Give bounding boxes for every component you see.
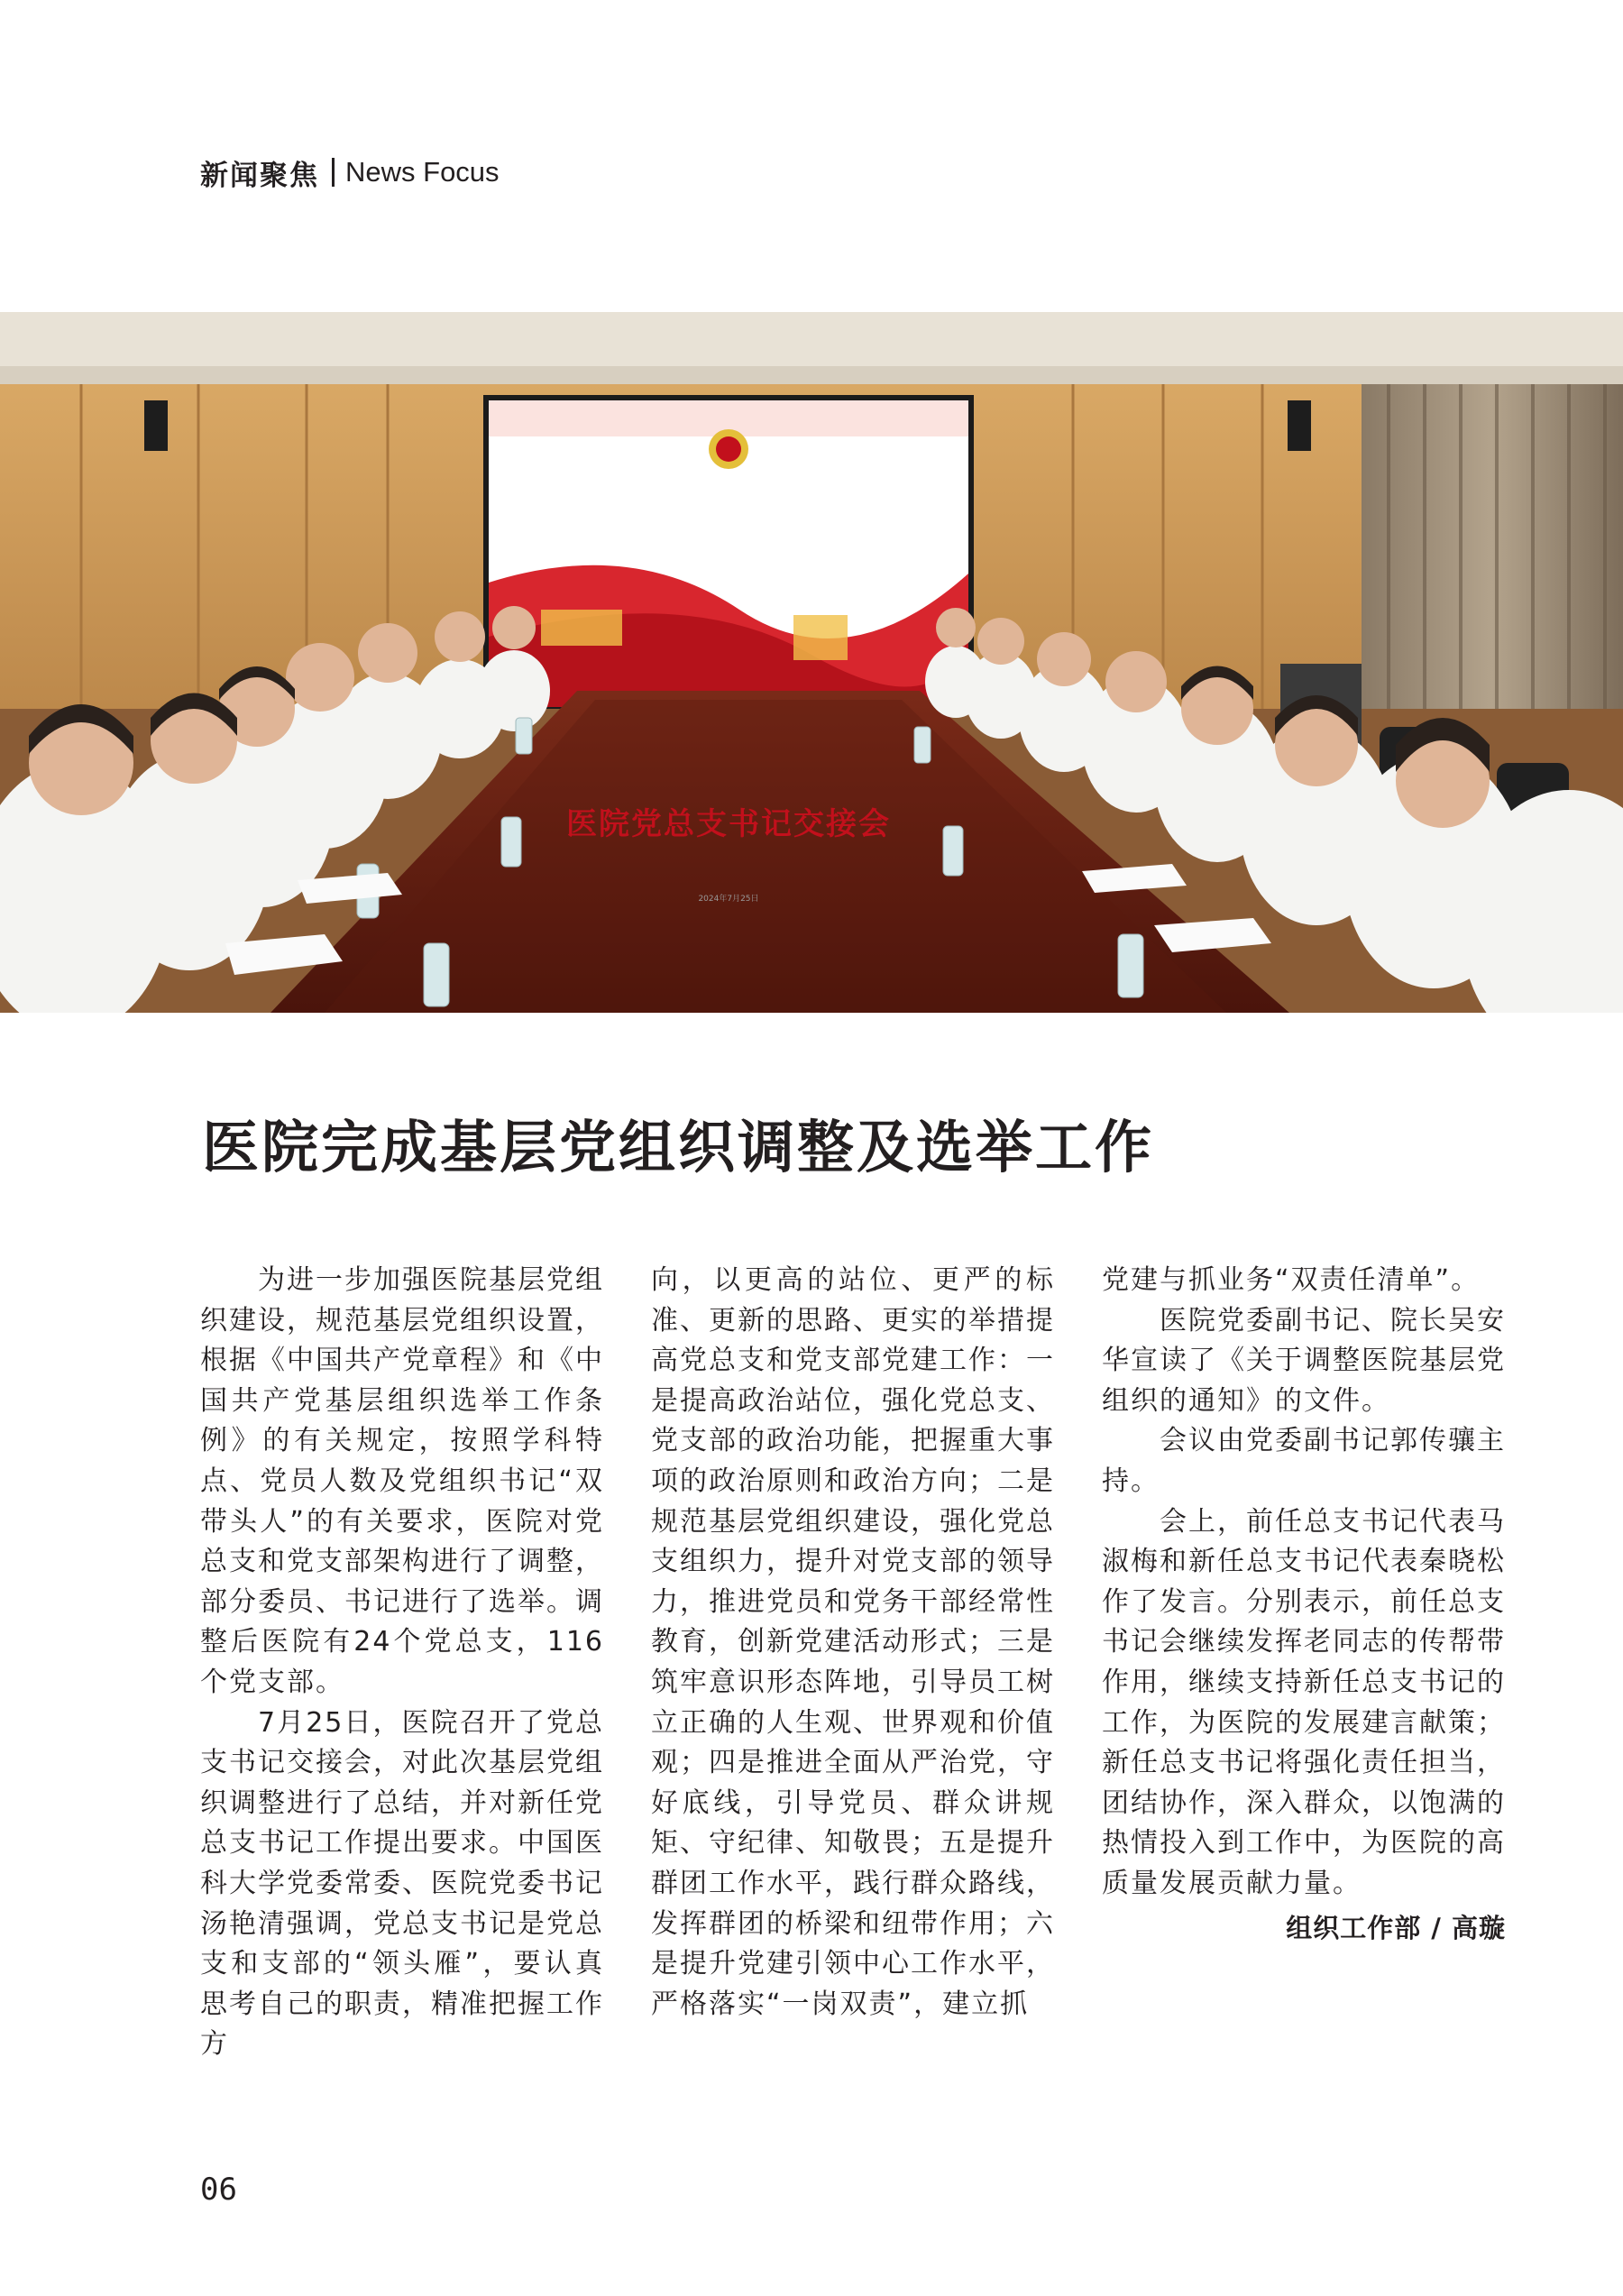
paragraph: 向，以更高的站位、更严的标准、更新的思路、更实的举措提高党总支和党支部党建工作：一是提高政治站位，强化党总支、党支部的政治功能，把握重大事项的政治原则和政治方向；二是规范基层党组织建设，强化党总支组织力，提升对党支部的领导力，推进党员和党务干部经常性教育，创新党建活动形式；三是筑牢意识形态阵地，引导员工树立正确的人生观、世界观和价值观；四是推进全面从严治党，守好底线，引导党员、群众讲规矩、守纪律、知敬畏；五是提升群团工作水平，践行群众路线，发挥群团的桥梁和纽带作用；六是提升党建引领中心工作水平，严格落实“一岗双责”，建立抓 [651,1264,1055,2020]
paragraph: 为进一步加强医院基层党组织建设，规范基层党组织设置，根据《中国共产党章程》和《中国共产党基层组织选举工作条例》的有关规定，按照学科特点、党员人数及党组织书记“双带头人”的有关要求，医院对党总支和党支部架构进行了调整，部分委员、书记进行了选举。调整后医院有24个党总支，116个党支部。 [200,1264,604,1698]
article-column-2 [651,1261,1055,2025]
section-header [200,152,500,193]
paragraph: 7月25日，医院召开了党总支书记交接会，对此次基层党组织调整进行了总结，并对新任党总支书记工作提出要求。中国医科大学党委常委、医院党委书记汤艳清强调，党总支书记是党总支和支部的“领头雁”，要认真思考自己的职责，精准把握工作方 [200,1706,604,2061]
meeting-photo [0,312,1623,1013]
page-number: 06 [200,2172,237,2208]
screen-date: 2024年7月25日 [698,895,759,904]
paragraph: 会上，前任总支书记代表马淑梅和新任总支书记代表秦晓松作了发言。分别表示，前任总支书记会继续发挥老同志的传帮带作用，继续支持新任总支书记的工作，为医院的发展建言献策；新任总支书记将强化责任担当，团结协作，深入群众，以饱满的热情投入到工作中，为医院的高质量发展贡献力量。 [1102,1505,1506,1899]
paragraph: 党建与抓业务“双责任清单”。 [1102,1264,1481,1296]
header-divider [332,158,335,187]
paragraph: 医院党委副书记、院长吴安华宣读了《关于调整医院基层党组织的通知》的文件。 [1102,1304,1506,1417]
article-column-1 [200,1261,604,2065]
article-column-3 [1102,1261,1506,1948]
section-name-en: News Focus [345,156,500,188]
paragraph: 会议由党委副书记郭传骧主持。 [1102,1425,1506,1497]
meeting-photo-illustration [0,312,1623,1013]
byline: 组织工作部 / 高璇 [1286,1912,1506,1943]
section-name-cn: 新闻聚焦 [200,159,319,192]
screen-title: 医院党总支书记交接会 [566,806,891,842]
article-title: 医院完成基层党组织调整及选举工作 [202,1115,1154,1180]
